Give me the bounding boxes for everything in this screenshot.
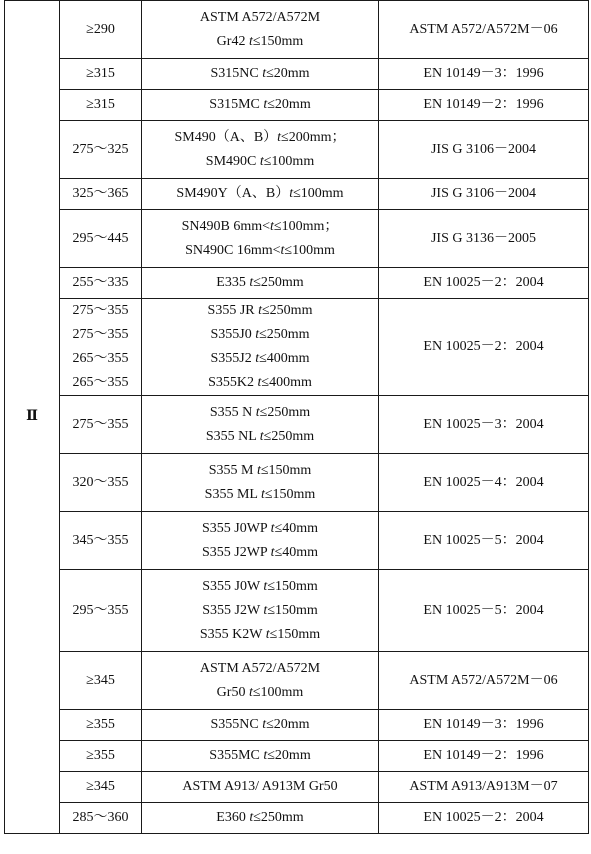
strength-value: ≥315 [86,97,115,112]
table-row [5,121,589,179]
steel-designation: SN490C 16mm<t≤100mm [185,242,335,258]
steel-designation: SM490Y（A、B）t≤100mm [176,186,344,201]
table-row [5,90,589,121]
standard-cell: EN 10025－5：2004 [379,570,589,652]
strength-value: 345～355 [72,532,129,548]
standard-cell: JIS G 3106－2004 [379,179,589,210]
strength-cell [60,512,142,570]
standard-cell: EN 10025－3：2004 [379,396,589,454]
strength-cell [60,299,142,396]
standard-cell: EN 10149－3：1996 [379,59,589,90]
strength-value: 295～445 [72,230,129,246]
steel-designation-cell [142,454,379,512]
table-row [5,652,589,710]
steel-designation: S355 N t≤250mm [209,404,311,420]
table-row [5,710,589,741]
strength-cell [60,179,142,210]
steel-designation: SN490B 6mm<t≤100mm； [181,218,339,234]
steel-designation-cell [142,772,379,803]
steel-designation: S355 J2W t≤150mm [202,602,318,618]
standard-cell: ASTM A572/A572M－06 [379,1,589,59]
strength-cell [60,210,142,268]
steel-designation: S355 J2WP t≤40mm [201,544,319,560]
strength-value: 295～355 [72,602,129,618]
standard-cell: EN 10149－2：1996 [379,741,589,772]
table-row [5,59,589,90]
steel-designation: S355MC t≤20mm [209,748,311,763]
standard-cell: EN 10025－5：2004 [379,512,589,570]
strength-cell [60,741,142,772]
steel-designation: ASTM A572/A572M [199,660,321,676]
strength-cell [60,772,142,803]
steel-grade-table [4,0,589,834]
strength-value: 320～355 [72,474,129,490]
steel-designation: S355 NL t≤250mm [205,428,315,444]
steel-designation-cell [142,396,379,454]
standard-cell: EN 10149－3：1996 [379,710,589,741]
standard-cell: ASTM A572/A572M－06 [379,652,589,710]
steel-designation-cell [142,299,379,396]
steel-designation-cell [142,59,379,90]
steel-designation-cell [142,652,379,710]
table-row [5,772,589,803]
standard-cell: EN 10025－4：2004 [379,454,589,512]
strength-value: ≥355 [86,717,115,732]
steel-designation: S355J0 t≤250mm [210,327,310,342]
standard-cell: EN 10025－2：2004 [379,803,589,834]
table-row [5,210,589,268]
steel-designation: S355NC t≤20mm [210,717,310,732]
strength-value: ≥355 [86,748,115,763]
strength-cell [60,570,142,652]
steel-designation-cell [142,268,379,299]
table-row [5,179,589,210]
table-row [5,512,589,570]
steel-designation: S315MC t≤20mm [209,97,311,112]
standard-cell: JIS G 3136－2005 [379,210,589,268]
strength-cell [60,59,142,90]
standard-cell: EN 10149－2：1996 [379,90,589,121]
strength-value: 285～360 [72,810,129,825]
strength-value: ≥345 [86,672,115,688]
strength-cell [60,710,142,741]
steel-designation: S355 ML t≤150mm [204,486,316,502]
steel-designation: S355 M t≤150mm [208,462,312,478]
table-row [5,396,589,454]
strength-value: 275～355 [72,416,129,432]
strength-value: 265～355 [72,351,129,366]
table-body [5,1,589,834]
standard-cell: EN 10025－2：2004 [379,268,589,299]
steel-designation: S355J2 t≤400mm [210,351,310,366]
standard-cell: EN 10025－2：2004 [379,299,589,396]
steel-designation: S355 JR t≤250mm [207,303,313,318]
steel-designation: ASTM A572/A572M [199,9,321,25]
strength-cell [60,90,142,121]
steel-designation: ASTM A913/ A913M Gr50 [182,779,338,794]
steel-designation-cell [142,90,379,121]
strength-value: 275～325 [72,141,129,157]
steel-designation-cell [142,121,379,179]
steel-designation: SM490（A、B）t≤200mm； [174,129,346,145]
strength-value: ≥345 [86,779,115,794]
table-row [5,268,589,299]
table-row [5,741,589,772]
strength-value: 275～355 [72,327,129,342]
table-row [5,454,589,512]
table-row [5,803,589,834]
steel-designation-cell [142,570,379,652]
strength-cell [60,396,142,454]
strength-value: ≥290 [86,21,115,37]
standard-cell: ASTM A913/A913M－07 [379,772,589,803]
strength-value: 275～355 [72,303,129,318]
steel-designation-cell [142,741,379,772]
strength-value: 265～355 [72,375,129,390]
steel-designation-cell [142,512,379,570]
steel-designation: E335 t≤250mm [216,275,304,290]
strength-value: 255～335 [72,275,129,290]
strength-value: 325～365 [72,186,129,201]
steel-designation-cell [142,710,379,741]
strength-cell [60,803,142,834]
table-row [5,570,589,652]
steel-designation: S355 J0WP t≤40mm [201,520,319,536]
steel-designation: S355 J0W t≤150mm [202,578,318,594]
table-row [5,1,589,59]
grade-cell: Ⅱ [5,1,60,834]
steel-designation-cell [142,803,379,834]
steel-designation: S315NC t≤20mm [210,66,310,81]
strength-cell [60,652,142,710]
steel-designation: S355K2 t≤400mm [208,375,312,390]
steel-designation: Gr50 t≤100mm [216,684,304,700]
steel-designation-cell [142,210,379,268]
strength-cell [60,454,142,512]
steel-designation: Gr42 t≤150mm [216,33,304,49]
standard-cell: JIS G 3106－2004 [379,121,589,179]
table-row [5,299,589,396]
strength-cell [60,1,142,59]
strength-cell [60,121,142,179]
steel-designation-cell [142,1,379,59]
steel-designation-cell [142,179,379,210]
strength-value: ≥315 [86,66,115,81]
steel-designation: SM490C t≤100mm [205,153,315,169]
strength-cell [60,268,142,299]
steel-designation: S355 K2W t≤150mm [199,626,321,642]
steel-designation: E360 t≤250mm [216,810,304,825]
